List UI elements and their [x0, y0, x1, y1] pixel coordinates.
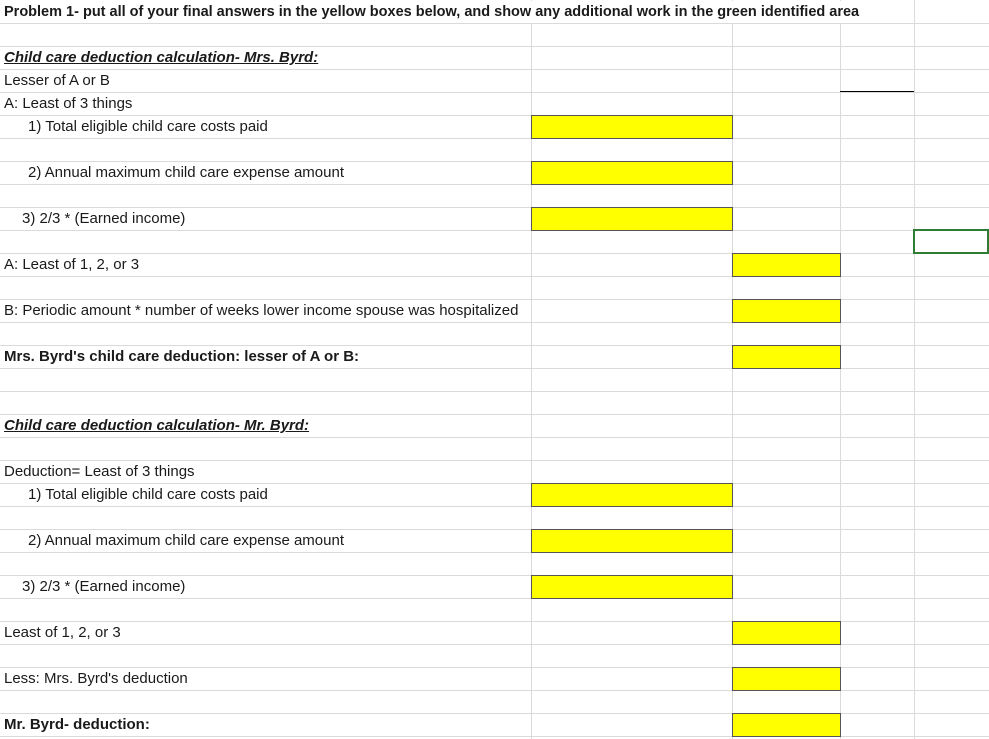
mr-item2-label: 2) Annual maximum child care expense amount	[28, 532, 344, 549]
mr-less-label: Less: Mrs. Byrd's deduction	[4, 670, 188, 687]
mrs-item3-label: 3) 2/3 * (Earned income)	[22, 210, 186, 227]
mrs-item3-answer-box[interactable]	[531, 207, 733, 231]
mr-final-label: Mr. Byrd- deduction:	[4, 716, 150, 733]
cell-border-line	[840, 91, 914, 92]
mrs-b-label: B: Periodic amount * number of weeks lower income spouse was hospitalized	[4, 300, 518, 322]
mr-item3-answer-box[interactable]	[531, 575, 733, 599]
mrs-final-label: Mrs. Byrd's child care deduction: lesser of A or B:	[4, 348, 360, 365]
mr-byrd-heading: Child care deduction calculation- Mr. Byrd:	[4, 417, 310, 434]
mr-less-answer-box[interactable]	[732, 667, 841, 691]
mrs-a-answer-box[interactable]	[732, 253, 841, 277]
mr-item1-answer-box[interactable]	[531, 483, 733, 507]
mr-item3-label: 3) 2/3 * (Earned income)	[22, 578, 186, 595]
green-work-area[interactable]	[913, 229, 989, 254]
mr-item2-answer-box[interactable]	[531, 529, 733, 553]
mrs-a-least-label: A: Least of 3 things	[4, 95, 133, 112]
mrs-a-result-label: A: Least of 1, 2, or 3	[4, 256, 140, 273]
mrs-item1-label: 1) Total eligible child care costs paid	[28, 118, 268, 135]
mr-least-label: Least of 1, 2, or 3	[4, 624, 121, 641]
mrs-item2-answer-box[interactable]	[531, 161, 733, 185]
mr-item1-label: 1) Total eligible child care costs paid	[28, 486, 268, 503]
mrs-b-answer-box[interactable]	[732, 299, 841, 323]
mrs-byrd-heading: Child care deduction calculation- Mrs. Byrd:	[4, 49, 319, 66]
mrs-lesser-label: Lesser of A or B	[4, 72, 110, 89]
mrs-item1-answer-box[interactable]	[531, 115, 733, 139]
problem-title: Problem 1- put all of your final answers in the yellow boxes below, and show any additional work in the green identified area	[4, 1, 859, 23]
mrs-item2-label: 2) Annual maximum child care expense amount	[28, 164, 344, 181]
mrs-final-answer-box[interactable]	[732, 345, 841, 369]
mr-least-answer-box[interactable]	[732, 621, 841, 645]
mr-final-answer-box[interactable]	[732, 713, 841, 737]
mr-deduction-label: Deduction= Least of 3 things	[4, 463, 195, 480]
